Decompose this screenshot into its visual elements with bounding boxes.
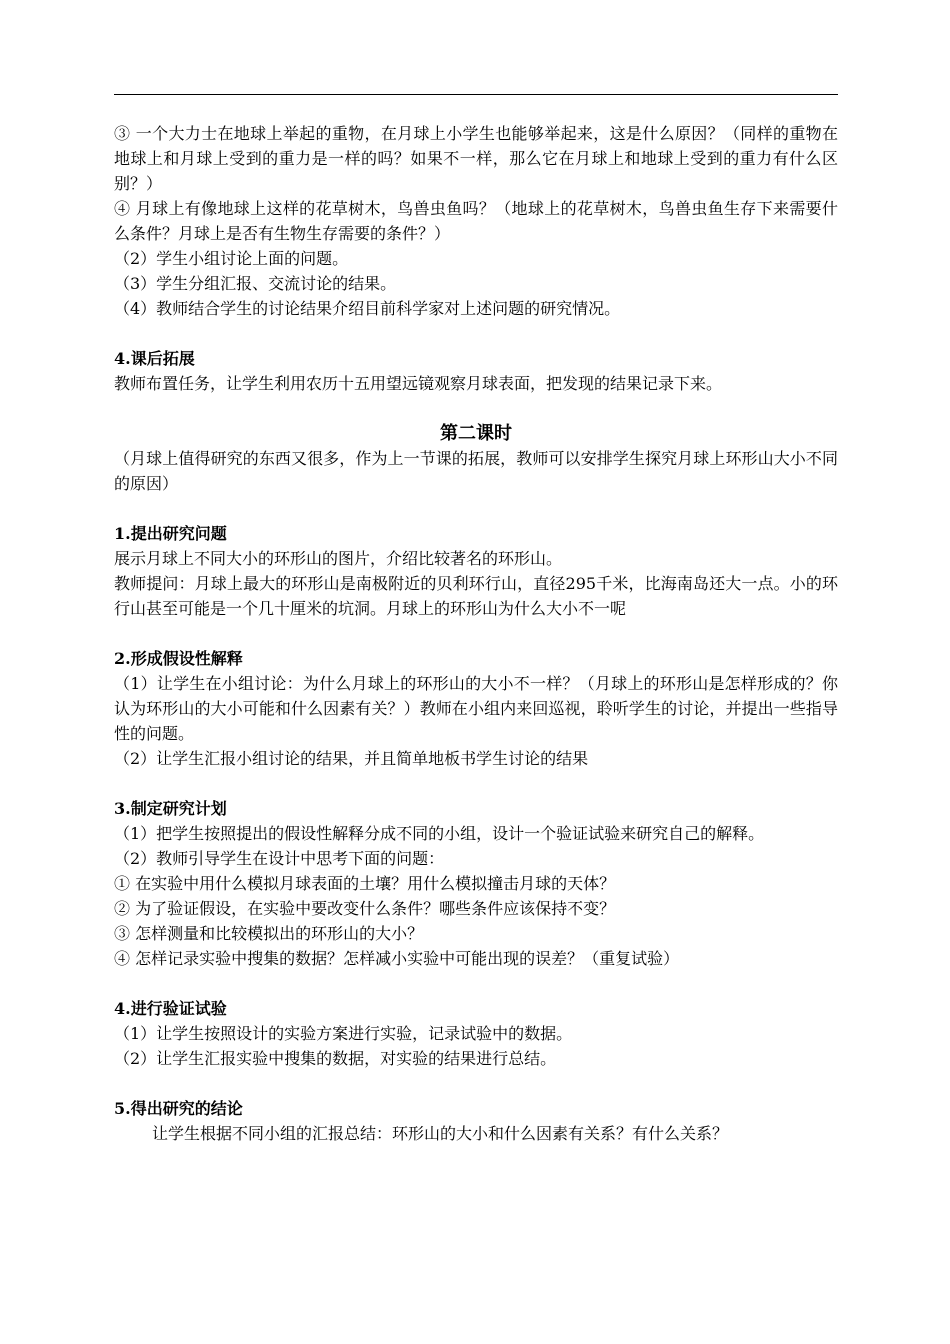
section-heading-conclusion: 5.得出研究的结论 xyxy=(114,1099,243,1118)
hypothesis-line: （1）让学生在小组讨论：为什么月球上的环形山的大小不一样？（月球上的环形山是怎样形成的？你认为环形山的大小可能和什么因素有关？）教师在小组内来回巡视，聆听学生的讨论，并提出一些指导性的问题。 xyxy=(114,674,838,743)
extension-text: 教师布置任务，让学生利用农历十五用望远镜观察月球表面，把发现的结果记录下来。 xyxy=(114,374,723,393)
question-3: ③ 一个大力士在地球上举起的重物，在月球上小学生也能够举起来，这是什么原因？（同样的重物在地球上和月球上受到的重力是一样的吗？如果不一样，那么它在月球上和地球上受到的重力有什么区别？） xyxy=(114,124,838,193)
plan-line: ① 在实验中用什么模拟月球表面的土壤？用什么模拟撞击月球的天体？ xyxy=(114,874,616,893)
section-heading-extension: 4.课后拓展 xyxy=(114,349,195,368)
step-2: （2）学生小组讨论上面的问题。 xyxy=(114,249,349,268)
plan-line: ④ 怎样记录实验中搜集的数据？怎样减小实验中可能出现的误差？（重复试验） xyxy=(114,949,680,968)
section-heading-plan: 3.制定研究计划 xyxy=(114,799,227,818)
question-4: ④ 月球上有像地球上这样的花草树木，鸟兽虫鱼吗？（地球上的花草树木，鸟兽虫鱼生存下来需要什么条件？月球上是否有生物生存需要的条件？） xyxy=(114,199,838,243)
step-4: （4）教师结合学生的讨论结果介绍目前科学家对上述问题的研究情况。 xyxy=(114,299,621,318)
section-heading-question: 1.提出研究问题 xyxy=(114,524,227,543)
plan-line: ③ 怎样测量和比较模拟出的环形山的大小？ xyxy=(114,924,424,943)
hypothesis-line: （2）让学生汇报小组讨论的结果，并且简单地板书学生讨论的结果 xyxy=(114,749,589,768)
plan-line: （1）把学生按照提出的假设性解释分成不同的小组，设计一个验证试验来研究自己的解释。 xyxy=(114,824,765,843)
step-3: （3）学生分组汇报、交流讨论的结果。 xyxy=(114,274,397,293)
experiment-line: （2）让学生汇报实验中搜集的数据，对实验的结果进行总结。 xyxy=(114,1049,557,1068)
lesson-intro: （月球上值得研究的东西又很多，作为上一节课的拓展，教师可以安排学生探究月球上环形山大小不同的原因） xyxy=(114,449,838,493)
plan-line: （2）教师引导学生在设计中思考下面的问题： xyxy=(114,849,445,868)
lesson-title: 第二课时 xyxy=(440,423,512,444)
document-body xyxy=(114,121,838,1146)
header-rule xyxy=(114,94,838,95)
conclusion-text: 让学生根据不同小组的汇报总结：环形山的大小和什么因素有关系？有什么关系？ xyxy=(152,1124,729,1143)
question-line: 展示月球上不同大小的环形山的图片，介绍比较著名的环形山。 xyxy=(114,549,563,568)
section-heading-experiment: 4.进行验证试验 xyxy=(114,999,227,1018)
experiment-line: （1）让学生按照设计的实验方案进行实验，记录试验中的数据。 xyxy=(114,1024,573,1043)
question-line: 教师提问：月球上最大的环形山是南极附近的贝利环行山，直径295千米，比海南岛还大一点。小的环行山甚至可能是一个几十厘米的坑洞。月球上的环形山为什么大小不一呢 xyxy=(114,574,838,618)
plan-line: ② 为了验证假设，在实验中要改变什么条件？哪些条件应该保持不变？ xyxy=(114,899,616,918)
section-heading-hypothesis: 2.形成假设性解释 xyxy=(114,649,243,668)
